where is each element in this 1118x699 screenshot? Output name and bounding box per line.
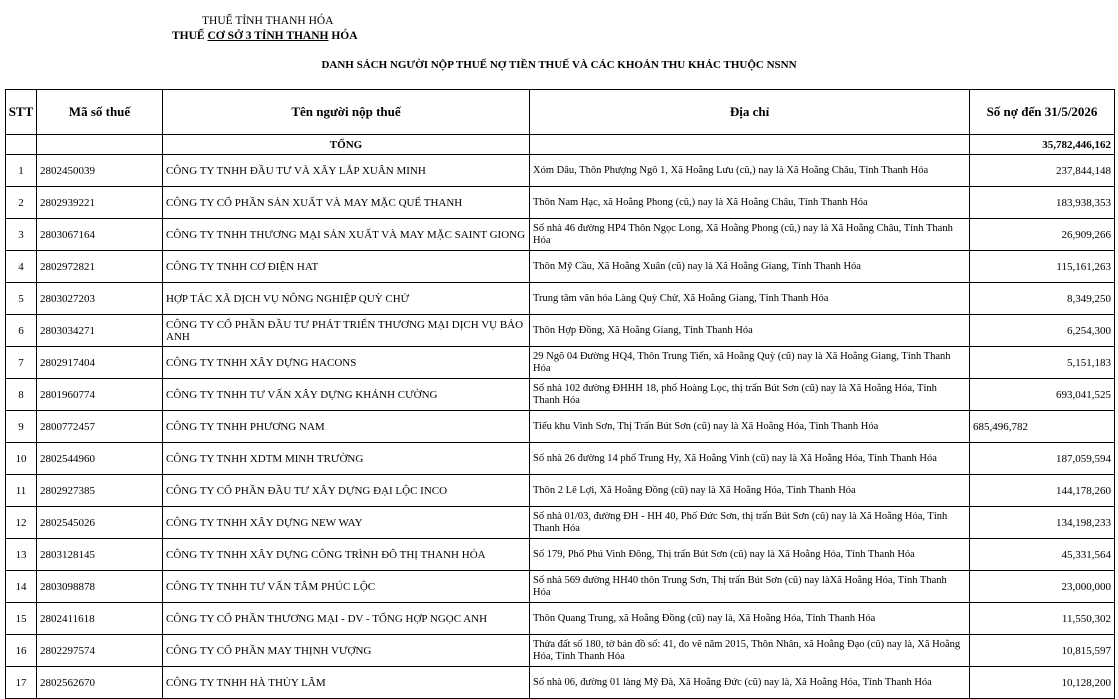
table-row <box>6 379 1115 411</box>
row-tax-code: 2802917404 <box>37 347 163 379</box>
row-address: Số nhà 01/03, đường ĐH - HH 40, Phố Đức Sơn, thị trấn Bút Sơn (cũ) nay là Xã Hoằng Hóa, Tỉnh Thanh Hóa <box>530 507 970 539</box>
row-tax-code: 2802411618 <box>37 603 163 635</box>
row-address: Số nhà 06, đường 01 làng Mỹ Đà, Xã Hoằng Đức (cũ) nay là, Xã Hoằng Hóa, Tỉnh Thanh Hóa <box>530 667 970 699</box>
row-tax-code: 2802927385 <box>37 475 163 507</box>
row-taxpayer-name: CÔNG TY CỔ PHẦN SẢN XUẤT VÀ MAY MẶC QUẾ THANH <box>163 187 530 219</box>
row-stt: 3 <box>6 219 37 251</box>
row-taxpayer-name: CÔNG TY TNHH THƯƠNG MẠI SẢN XUẤT VÀ MAY MẶC SAINT GIONG <box>163 219 530 251</box>
row-stt: 7 <box>6 347 37 379</box>
table-row <box>6 571 1115 603</box>
table-row <box>6 635 1115 667</box>
row-taxpayer-name: CÔNG TY TNHH HÀ THỦY LÂM <box>163 667 530 699</box>
row-debt-amount: 685,496,782 <box>970 411 1115 443</box>
row-address: Thôn Nam Hạc, xã Hoằng Phong (cũ,) nay là Xã Hoằng Châu, Tỉnh Thanh Hóa <box>530 187 970 219</box>
row-tax-code: 2803027203 <box>37 283 163 315</box>
row-debt-amount: 26,909,266 <box>970 219 1115 251</box>
row-taxpayer-name: CÔNG TY CỔ PHẦN MAY THỊNH VƯỢNG <box>163 635 530 667</box>
row-tax-code: 2802545026 <box>37 507 163 539</box>
row-taxpayer-name: CÔNG TY TNHH TƯ VẤN TÂM PHÚC LỘC <box>163 571 530 603</box>
row-taxpayer-name: CÔNG TY TNHH TƯ VẤN XÂY DỰNG KHÁNH CƯỜNG <box>163 379 530 411</box>
row-debt-amount: 45,331,564 <box>970 539 1115 571</box>
table-row <box>6 603 1115 635</box>
row-taxpayer-name: HỢP TÁC XÃ DỊCH VỤ NÔNG NGHIỆP QUỲ CHỬ <box>163 283 530 315</box>
column-header-address: Địa chỉ <box>530 90 970 135</box>
row-taxpayer-name: CÔNG TY CỔ PHẦN ĐẦU TƯ XÂY DỰNG ĐẠI LỘC INCO <box>163 475 530 507</box>
row-address: Số nhà 102 đường ĐHHH 18, phố Hoàng Lọc, thị trấn Bút Sơn (cũ) nay là Xã Hoằng Hóa, Tỉnh Thanh Hóa <box>530 379 970 411</box>
row-stt: 8 <box>6 379 37 411</box>
row-tax-code: 2802450039 <box>37 155 163 187</box>
row-taxpayer-name: CÔNG TY CỔ PHẦN THƯƠNG MẠI - DV - TỔNG HỢP NGỌC ANH <box>163 603 530 635</box>
row-tax-code: 2803034271 <box>37 315 163 347</box>
row-address: Số nhà 26 đường 14 phố Trung Hy, Xã Hoằng Vinh (cũ) nay là Xã Hoằng Hóa, Tỉnh Thanh Hóa <box>530 443 970 475</box>
row-address: 29 Ngõ 04 Đường HQ4, Thôn Trung Tiến, xã Hoằng Quỳ (cũ) nay là Xã Hoằng Giang, Tỉnh Thanh Hóa <box>530 347 970 379</box>
total-stt-cell <box>6 135 37 155</box>
agency-line-2 <box>172 29 358 44</box>
row-tax-code: 2802544960 <box>37 443 163 475</box>
table-row <box>6 155 1115 187</box>
table-row <box>6 347 1115 379</box>
column-header-tax-code: Mã số thuế <box>37 90 163 135</box>
row-tax-code: 2802939221 <box>37 187 163 219</box>
table-row <box>6 219 1115 251</box>
table-row <box>6 667 1115 699</box>
table-row <box>6 411 1115 443</box>
table-row <box>6 507 1115 539</box>
total-amount: 35,782,446,162 <box>970 135 1115 155</box>
row-tax-code: 2802562670 <box>37 667 163 699</box>
row-stt: 2 <box>6 187 37 219</box>
agency-header <box>172 14 358 44</box>
row-debt-amount: 183,938,353 <box>970 187 1115 219</box>
row-debt-amount: 144,178,260 <box>970 475 1115 507</box>
row-tax-code: 2803128145 <box>37 539 163 571</box>
agency-line-2-underlined: CƠ SỞ 3 TỈNH THANH <box>207 30 329 42</box>
table-row <box>6 443 1115 475</box>
row-taxpayer-name: CÔNG TY TNHH CƠ ĐIỆN HAT <box>163 251 530 283</box>
row-taxpayer-name: CÔNG TY CỔ PHẦN ĐẦU TƯ PHÁT TRIỂN THƯƠNG MẠI DỊCH VỤ BẢO ANH <box>163 315 530 347</box>
row-tax-code: 2802972821 <box>37 251 163 283</box>
column-header-debt-amount: Số nợ đến 31/5/2026 <box>970 90 1115 135</box>
table-row <box>6 187 1115 219</box>
row-stt: 6 <box>6 315 37 347</box>
column-header-stt: STT <box>6 90 37 135</box>
total-label: TỔNG <box>163 135 530 155</box>
total-address-cell <box>530 135 970 155</box>
row-stt: 11 <box>6 475 37 507</box>
row-tax-code: 2800772457 <box>37 411 163 443</box>
row-address: Thôn Mỹ Cầu, Xã Hoằng Xuân (cũ) nay là Xã Hoằng Giang, Tỉnh Thanh Hóa <box>530 251 970 283</box>
row-address: Số nhà 46 đường HP4 Thôn Ngọc Long, Xã Hoằng Phong (cũ,) nay là Xã Hoằng Châu, Tỉnh Thanh Hóa <box>530 219 970 251</box>
row-debt-amount: 6,254,300 <box>970 315 1115 347</box>
total-tax-code-cell <box>37 135 163 155</box>
row-address: Thôn 2 Lê Lợi, Xã Hoằng Đồng (cũ) nay là Xã Hoằng Hóa, Tỉnh Thanh Hóa <box>530 475 970 507</box>
table-row <box>6 475 1115 507</box>
row-stt: 13 <box>6 539 37 571</box>
agency-line-2-prefix: THUẾ <box>172 30 208 42</box>
row-stt: 12 <box>6 507 37 539</box>
row-stt: 1 <box>6 155 37 187</box>
column-header-taxpayer-name: Tên người nộp thuế <box>163 90 530 135</box>
row-debt-amount: 134,198,233 <box>970 507 1115 539</box>
row-debt-amount: 8,349,250 <box>970 283 1115 315</box>
row-taxpayer-name: CÔNG TY TNHH XDTM MINH TRƯỜNG <box>163 443 530 475</box>
row-stt: 9 <box>6 411 37 443</box>
row-stt: 16 <box>6 635 37 667</box>
row-stt: 14 <box>6 571 37 603</box>
table-row <box>6 251 1115 283</box>
row-taxpayer-name: CÔNG TY TNHH PHƯƠNG NAM <box>163 411 530 443</box>
row-stt: 4 <box>6 251 37 283</box>
row-tax-code: 2803098878 <box>37 571 163 603</box>
document-title: DANH SÁCH NGƯỜI NỘP THUẾ NỢ TIỀN THUẾ VÀ CÁC KHOẢN THU KHÁC THUỘC NSNN <box>321 59 797 71</box>
row-tax-code: 2802297574 <box>37 635 163 667</box>
row-tax-code: 2803067164 <box>37 219 163 251</box>
row-address: Thôn Hợp Đồng, Xã Hoằng Giang, Tỉnh Thanh Hóa <box>530 315 970 347</box>
row-debt-amount: 5,151,183 <box>970 347 1115 379</box>
row-debt-amount: 187,059,594 <box>970 443 1115 475</box>
row-stt: 5 <box>6 283 37 315</box>
table-row <box>6 539 1115 571</box>
total-row <box>6 135 1115 155</box>
row-address: Tiểu khu Vinh Sơn, Thị Trấn Bút Sơn (cũ) nay là Xã Hoằng Hóa, Tỉnh Thanh Hóa <box>530 411 970 443</box>
row-address: Số 179, Phố Phú Vinh Đông, Thị trấn Bút Sơn (cũ) nay là Xã Hoằng Hóa, Tỉnh Thanh Hóa <box>530 539 970 571</box>
row-debt-amount: 10,815,597 <box>970 635 1115 667</box>
agency-line-2-suffix: HÓA <box>328 30 358 42</box>
row-taxpayer-name: CÔNG TY TNHH ĐẦU TƯ VÀ XÂY LẮP XUÂN MINH <box>163 155 530 187</box>
row-taxpayer-name: CÔNG TY TNHH XÂY DỰNG NEW WAY <box>163 507 530 539</box>
row-tax-code: 2801960774 <box>37 379 163 411</box>
row-debt-amount: 237,844,148 <box>970 155 1115 187</box>
table-header-row <box>6 90 1115 135</box>
row-address: Thôn Quang Trung, xã Hoằng Đồng (cũ) nay là, Xã Hoằng Hóa, Tỉnh Thanh Hóa <box>530 603 970 635</box>
debt-table <box>5 89 1115 699</box>
row-debt-amount: 11,550,302 <box>970 603 1115 635</box>
row-address: Thửa đất số 180, tờ bản đồ số: 41, đo vẽ năm 2015, Thôn Nhân, xã Hoằng Đạo (cũ) nay là, Xã Hoằng Hóa, Tỉnh Thanh Hóa <box>530 635 970 667</box>
table-row <box>6 283 1115 315</box>
row-debt-amount: 693,041,525 <box>970 379 1115 411</box>
row-debt-amount: 23,000,000 <box>970 571 1115 603</box>
row-stt: 17 <box>6 667 37 699</box>
row-taxpayer-name: CÔNG TY TNHH XÂY DỰNG HACONS <box>163 347 530 379</box>
agency-line-1: THUẾ TỈNH THANH HÓA <box>202 15 334 27</box>
row-taxpayer-name: CÔNG TY TNHH XÂY DỰNG CÔNG TRÌNH ĐÔ THỊ THANH HÓA <box>163 539 530 571</box>
row-stt: 15 <box>6 603 37 635</box>
row-address: Xóm Dâu, Thôn Phượng Ngô 1, Xã Hoằng Lưu (cũ,) nay là Xã Hoằng Châu, Tỉnh Thanh Hóa <box>530 155 970 187</box>
row-address: Trung tâm văn hóa Làng Quỳ Chử, Xã Hoằng Giang, Tỉnh Thanh Hóa <box>530 283 970 315</box>
row-stt: 10 <box>6 443 37 475</box>
table-row <box>6 315 1115 347</box>
row-debt-amount: 10,128,200 <box>970 667 1115 699</box>
row-debt-amount: 115,161,263 <box>970 251 1115 283</box>
row-address: Số nhà 569 đường HH40 thôn Trung Sơn, Thị trấn Bút Sơn (cũ) nay làXã Hoằng Hóa, Tỉnh Thanh Hóa <box>530 571 970 603</box>
